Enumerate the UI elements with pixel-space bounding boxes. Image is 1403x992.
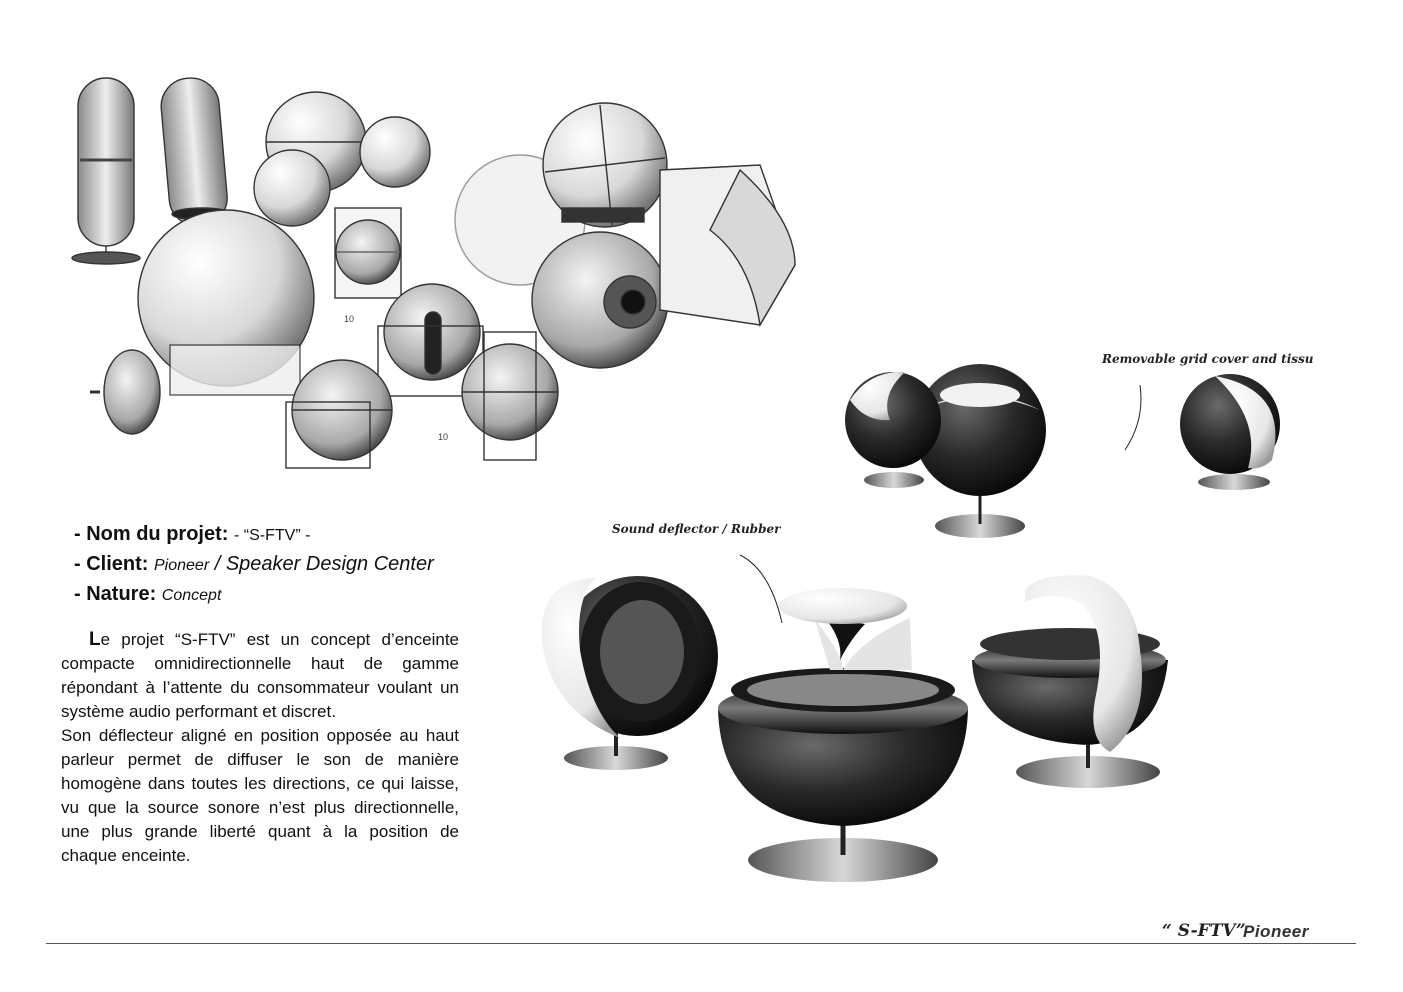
- sound-deflector-annotation: Sound deflector / Rubber: [612, 522, 781, 536]
- project-name-row: [74, 520, 494, 550]
- description-paragraph-1: [61, 628, 459, 724]
- project-name-label: - Nom du projet:: [74, 523, 229, 545]
- drop-cap: L: [89, 629, 101, 650]
- grid-cover-annotation: Removable grid cover and tissu: [1102, 352, 1314, 366]
- footer-brand-logo: Pioneer: [1243, 922, 1309, 941]
- client-value-secondary: / Speaker Design Center: [214, 553, 434, 575]
- client-value: Pioneer: [154, 557, 210, 574]
- client-row: [74, 550, 494, 580]
- nature-row: [74, 580, 494, 610]
- speaker-renders-illustration: [520, 340, 1380, 900]
- dimension-label: 10: [344, 314, 355, 324]
- nature-value: Concept: [161, 587, 222, 604]
- nature-label: - Nature:: [74, 583, 157, 605]
- client-label: - Client:: [74, 553, 149, 575]
- project-name-value: - “S-FTV” -: [234, 527, 311, 544]
- footer-project-title: “ S-FTV”: [1162, 921, 1246, 941]
- project-description: [61, 628, 459, 868]
- dimension-label: 10: [438, 432, 449, 442]
- footer-divider: [46, 943, 1356, 944]
- description-text-1: e projet “S-FTV” est un concept d’enceinte compacte omnidirectionnelle haut de gamme répondant à l’attente du consommateur voulant un système audio performant et discret.: [61, 630, 459, 721]
- project-info: [74, 520, 494, 610]
- description-paragraph-2: Son déflecteur aligné en position opposée au haut parleur permet de diffuser le son de manière homogène dans toutes les directions, ce qui laisse, vu que la source sonore n’est plus directionnelle, une plus grande liberté quant à la position de chaque enceinte.: [61, 726, 459, 865]
